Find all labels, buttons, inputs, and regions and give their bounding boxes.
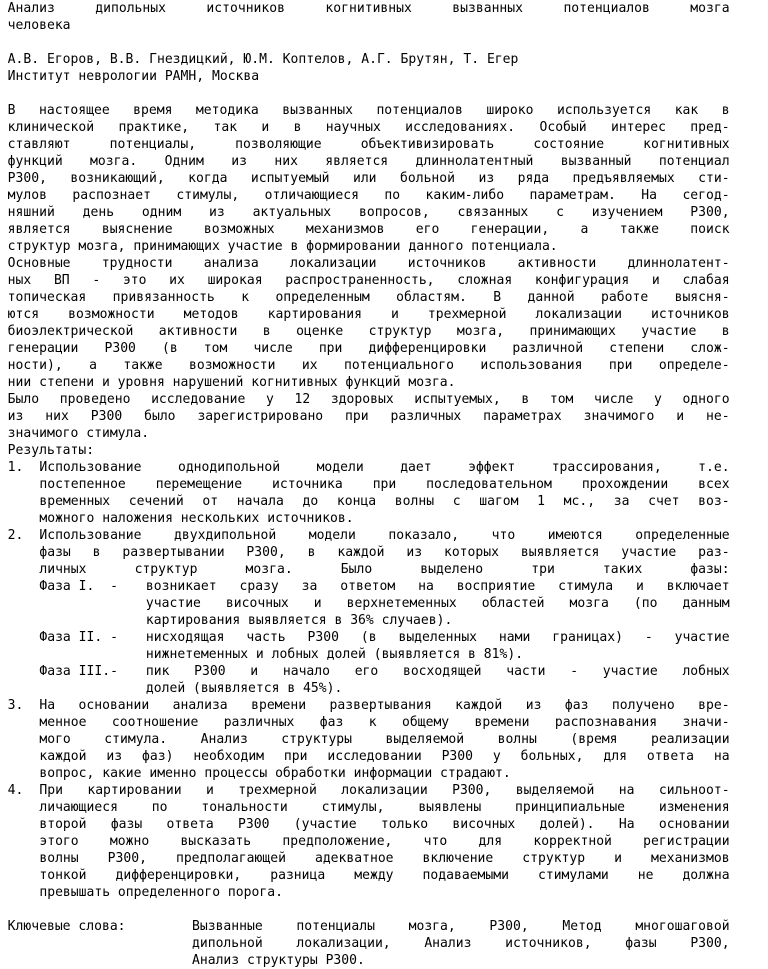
institute: Институт неврологии РАМН, Москва — [7, 68, 260, 84]
phase-line: пик Р300 и начало его восходящей части - участие лобных — [145, 663, 730, 679]
keywords-text — [192, 918, 730, 969]
results-list — [8, 459, 730, 901]
phase-item — [39, 629, 729, 663]
body-line: ются возможности методов картирования и трехмерной локализации источников — [7, 306, 730, 322]
item-line: этого можно высказать предположение, что для корректной регистрации — [39, 833, 730, 849]
body-line: топическая привязанность к определенным областям. В данной работе выясня- — [7, 289, 730, 305]
item-number: 4. — [7, 782, 24, 798]
phase-label: Фаза III.- — [39, 663, 118, 679]
item-line: превышать определенного порога. — [39, 884, 283, 900]
phase-line: нисходящая часть Р300 (в выделенных нами границах) - участие — [145, 629, 730, 645]
body-line: биоэлектрической активности в оценке структур мозга, принимающих участие в — [7, 323, 730, 339]
phase-line: нижнетеменных и лобных долей (выявляется в 81%). — [145, 646, 524, 662]
keywords-label: Ключевые слова: — [7, 918, 126, 934]
keywords-line: дипольной локализации, Анализ источников, фазы Р300, — [192, 935, 730, 951]
item-line: При картировании и трехмерной локализации Р300, выделяемой на сильноот- — [39, 782, 730, 798]
list-item — [8, 697, 730, 782]
body-line: ставляют потенциалы, позволяющие объективизировать состояние когнитивных — [7, 136, 730, 152]
item-line: Использование двухдипольной модели показало, что имеются определенные — [39, 527, 730, 543]
phase-line: возникает сразу за ответом на восприятие стимула и включает — [145, 578, 730, 594]
item-line: второй фазы ответа Р300 (участие только височных долей). На основании — [39, 816, 730, 832]
item-line: личных структур мозга. Было выделено три таких фазы: — [39, 561, 730, 577]
keywords-line: Вызванные потенциалы мозга, Р300, Метод многошаговой — [192, 918, 730, 934]
body-line: В настоящее время методика вызванных потенциалов широко используется как в — [7, 102, 730, 118]
body-line: ных ВП - это их широкая распространенность, сложная конфигурация и слабая — [7, 272, 730, 288]
body-text — [8, 102, 730, 442]
body-line: няшний день одним из актуальных вопросов, связанных с изучением Р300, — [7, 204, 730, 220]
body-line: Основные трудности анализа локализации источников активности длиннолатент- — [7, 255, 730, 271]
results-heading: Результаты: — [7, 442, 95, 458]
list-item — [8, 782, 730, 901]
item-line: мого стимула. Анализ структуры выделяемой волны (время реализации — [39, 731, 730, 747]
item-number: 3. — [7, 697, 24, 713]
item-line: волны Р300, предполагающей адекватное включение структур и механизмов — [39, 850, 730, 866]
authors: А.В. Егоров, В.В. Гнездицкий, Ю.М. Коптелов, А.Г. Брутян, Т. Егер — [7, 51, 519, 67]
keywords — [8, 918, 730, 969]
keywords-line: Анализ структуры Р300. — [192, 952, 365, 968]
list-item — [8, 527, 730, 697]
item-number: 2. — [7, 527, 24, 543]
phase-line: долей (выявляется в 45%). — [145, 680, 343, 696]
item-line: фазы в развертывании Р300, в каждой из которых выявляется участие раз- — [39, 544, 730, 560]
body-line: генерации Р300 (в том числе при дифференцировки различной степени слож- — [7, 340, 730, 356]
body-line: мулов распознает стимулы, отличающиеся по каким-либо параметрам. На сегод- — [7, 187, 730, 203]
phase-item — [39, 663, 729, 697]
item-line: вопрос, какие именно процессы обработки информации страдают. — [39, 765, 511, 781]
title — [8, 0, 730, 34]
title-line: Анализ дипольных источников когнитивных вызванных потенциалов мозга — [7, 0, 730, 16]
item-line: временных сечений от начала до конца волны с шагом 1 мс., за счет воз- — [39, 493, 730, 509]
body-line: ности), а также возможности их потенциального использования при определе- — [7, 357, 730, 373]
item-line: каждой из фаз) необходим при исследовании Р300 у больных, для ответа на — [39, 748, 730, 764]
body-line: значимого стимула. — [7, 425, 150, 441]
item-line: На основании анализа времени развертывания каждой из фаз получено вре- — [39, 697, 730, 713]
body-line: Р300, возникающий, когда испытуемый или больной из ряда предъявляемых сти- — [7, 170, 730, 186]
body-line: является выяснение возможных механизмов его генерации, а также поиск — [7, 221, 730, 237]
phase-item — [39, 578, 729, 629]
item-line: можного наложения нескольких источников. — [39, 510, 354, 526]
item-line: тонкой дифференцировки, разница между подаваемыми стимулами не должна — [39, 867, 730, 883]
phase-line: картирования выявляется в 36% случаев). — [145, 612, 453, 628]
title-line: человека — [7, 17, 71, 33]
item-line: личающиеся по тональности стимулы, выявлены принципиальные изменения — [39, 799, 730, 815]
body-line: нии степени и уровня нарушений когнитивных функций мозга. — [7, 374, 456, 390]
phase-line: участие височных и верхнетеменных областей мозга (по данным — [145, 595, 730, 611]
body-line: из них Р300 было зарегистрировано при различных параметрах значимого и не- — [7, 408, 730, 424]
item-number: 1. — [7, 459, 24, 475]
body-line: Было проведено исследование у 12 здоровых испытуемых, в том числе у одного — [7, 391, 730, 407]
phase-label: Фаза II. - — [39, 629, 118, 645]
item-line: менное соотношение различных фаз к общему времени распознавания значи- — [39, 714, 730, 730]
item-line: Использование однодипольной модели дает эффект трассирования, т.е. — [39, 459, 730, 475]
list-item — [8, 459, 730, 527]
body-line: функций мозга. Одним из них является длиннолатентный вызванный потенциал — [7, 153, 730, 169]
body-line: клинической практике, так и в научных исследованиях. Особый интерес пред- — [7, 119, 730, 135]
phase-label: Фаза I. - — [39, 578, 118, 594]
body-line: структур мозга, принимающих участие в формировании данного потенциала. — [7, 238, 558, 254]
item-line: постепенное перемещение источника при последовательном прохождении всех — [39, 476, 730, 492]
